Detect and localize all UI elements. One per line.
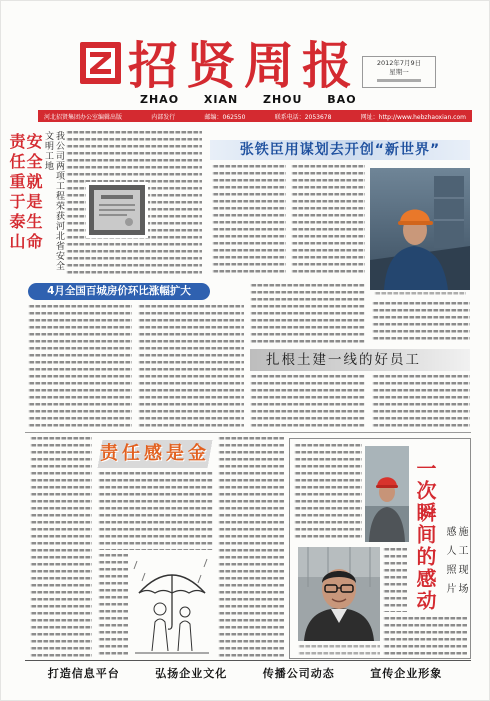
newspaper-title-pinyin: ZHAO XIAN ZHOU BAO bbox=[140, 93, 357, 106]
issue-weekday: 星期一 bbox=[389, 68, 409, 76]
article-body-text bbox=[291, 165, 365, 277]
article-body-text bbox=[372, 375, 470, 429]
article-body-text bbox=[250, 375, 365, 429]
article-body-text bbox=[218, 437, 284, 657]
worker-photo bbox=[370, 168, 470, 290]
article-body-text bbox=[212, 165, 286, 277]
safety-award-headline: 我公司两项工程荣获河北省安全文明工地 bbox=[43, 131, 64, 271]
footer-slogan: 传播公司动态 bbox=[262, 667, 335, 680]
footer-slogan: 弘扬企业文化 bbox=[155, 667, 228, 680]
newspaper-title: 招贤周报 bbox=[128, 37, 360, 95]
issue-date-box bbox=[362, 56, 436, 88]
slogan-line: 安全就是生命 bbox=[24, 133, 43, 253]
phone: 联系电话：2053678 bbox=[274, 113, 332, 121]
section-divider bbox=[25, 432, 471, 433]
footer-slogan: 打造信息平台 bbox=[47, 667, 120, 680]
photo-caption-text bbox=[298, 645, 380, 655]
article-body-text bbox=[294, 444, 362, 542]
touching-moment-headline: 一次瞬间的感动 bbox=[413, 458, 437, 612]
article-body-text bbox=[383, 548, 407, 612]
responsibility-headline: 责任感是金 bbox=[95, 440, 215, 468]
zhaoxian-logo-icon bbox=[80, 42, 121, 84]
employee-portrait-photo bbox=[298, 547, 380, 641]
umbrella-illustration bbox=[131, 553, 213, 655]
footer-slogans bbox=[30, 664, 460, 682]
good-employee-headline: 扎根土建一线的好员工 bbox=[250, 349, 470, 371]
housing-prices-headline: 4月全国百城房价环比涨幅扩大 bbox=[28, 283, 210, 300]
worker-red-helmet-photo bbox=[365, 446, 409, 542]
article-body-text bbox=[98, 472, 213, 550]
publisher: 河北招贤集团办公室编辑出版 bbox=[44, 113, 123, 121]
touching-moment-subhead: 施工现场感人照片 bbox=[444, 526, 467, 602]
certificate-photo bbox=[86, 182, 148, 238]
footer-slogan: 宣传企业形象 bbox=[370, 667, 443, 680]
footer-divider bbox=[25, 660, 471, 661]
article-body-text bbox=[98, 554, 128, 656]
article-body-text bbox=[383, 617, 467, 655]
article-body-text bbox=[30, 437, 92, 657]
article-body-text bbox=[138, 305, 244, 427]
publication-info-bar bbox=[38, 110, 472, 122]
article-body-text bbox=[28, 305, 132, 427]
website: 网址：http://www.hebzhaoxian.com bbox=[360, 113, 466, 121]
new-world-headline: 张铁臣用谋划去开创“新世界” bbox=[210, 140, 470, 160]
photo-caption-text bbox=[374, 292, 466, 297]
issue-date: 2012年7月9日 bbox=[376, 59, 422, 67]
slogan-line: 责任重于泰山 bbox=[7, 133, 26, 253]
article-body-text bbox=[372, 302, 470, 344]
issue-number-illegible bbox=[377, 79, 421, 82]
distribution: 内部发行 bbox=[151, 113, 176, 121]
postcode: 邮编：062550 bbox=[204, 113, 246, 121]
article-body-text bbox=[250, 284, 365, 344]
safety-slogan bbox=[6, 133, 42, 261]
